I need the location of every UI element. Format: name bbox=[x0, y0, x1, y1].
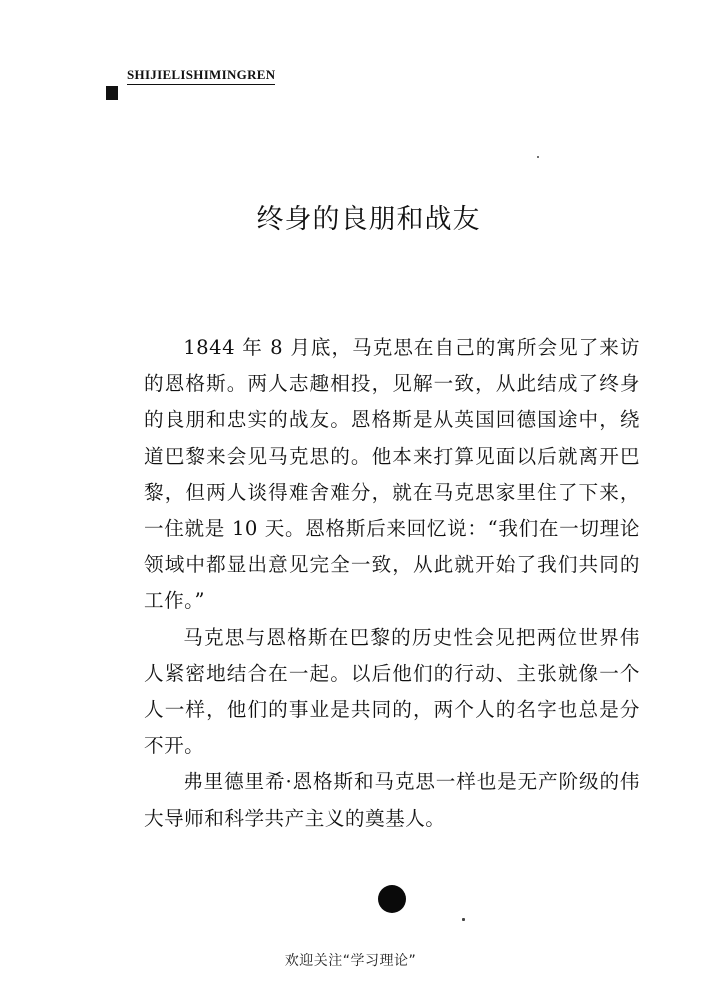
running-head: SHIJIELISHIMINGREN bbox=[127, 67, 275, 85]
section-end-ornament bbox=[378, 885, 406, 913]
paragraph: 弗里德里希·恩格斯和马克思一样也是无产阶级的伟大导师和科学共产主义的奠基人。 bbox=[144, 770, 640, 830]
paragraph: 1844 年 8 月底，马克思在自己的寓所会见了来访的恩格斯。两人志趣相投，见解一致，从此结成了终身的良朋和忠实的战友。恩格斯是从英国回德国途中，绕道巴黎来会见马克思的。他本来打算见面以后就离开巴黎，但两人谈得难舍难分，就在马克思家里住了下来，一住就是 10 天。恩格斯后来回忆说：“我们在一切理论领域中都显出意见完全一致，从此就开始了我们共同的工作。” bbox=[144, 336, 640, 613]
scan-speck bbox=[462, 918, 465, 921]
body-text bbox=[144, 330, 640, 837]
running-head-marker bbox=[106, 86, 118, 100]
paragraph: 马克思与恩格斯在巴黎的历史性会见把两位世界伟人紧密地结合在一起。以后他们的行动、主张就像一个人一样，他们的事业是共同的，两个人的名字也总是分不开。 bbox=[144, 625, 640, 758]
scan-speck bbox=[537, 156, 539, 158]
chapter-title: 终身的良朋和战友 bbox=[256, 204, 481, 235]
footer-note: 欢迎关注“学习理论” bbox=[284, 953, 417, 969]
